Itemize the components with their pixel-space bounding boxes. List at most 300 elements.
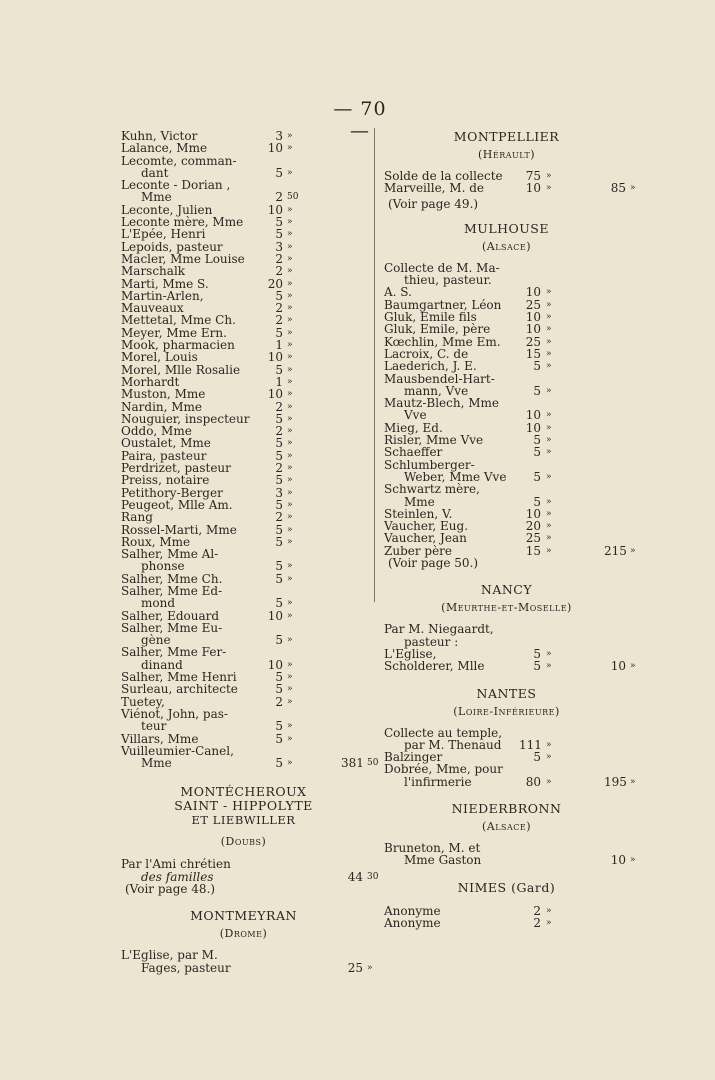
list-item: Par l'Ami chrétien (121, 857, 231, 872)
list-item (384, 917, 629, 929)
column-divider (374, 128, 375, 602)
amount: 2 (533, 915, 541, 930)
list-item (384, 373, 629, 385)
donor-name: pasteur : (404, 634, 459, 649)
list-item (121, 499, 366, 511)
donor-name: Kœchlin, Mme Em. (384, 334, 501, 349)
donor-name: L'Eglise, (384, 646, 437, 661)
amount-cents: » (546, 545, 552, 556)
amount-cents: » (546, 917, 552, 928)
list-item (384, 323, 629, 335)
amount-cents: » (287, 278, 293, 289)
list-item: des familles 44 30 (141, 869, 379, 884)
amount-cents: » (287, 426, 293, 437)
list-item (121, 142, 366, 154)
section-subtitle: (Hérault) (477, 148, 536, 161)
donor-list (121, 129, 379, 771)
donor-name: Paira, pasteur (121, 448, 207, 463)
amount-cents: » (546, 447, 552, 458)
list-item (121, 720, 366, 732)
donor-name: Martin-Arlen, (121, 288, 204, 303)
donor-name: Collecte au temple, (384, 725, 503, 740)
amount: 3 (275, 239, 283, 254)
donor-name: mond (141, 596, 176, 611)
amount-cents: » (287, 524, 293, 535)
amount: 5 (275, 534, 283, 549)
list-item (384, 727, 629, 739)
section-subtitle: (Loire-Inférieure) (453, 704, 560, 718)
amount: 20 (525, 519, 541, 534)
donor-name: Schwartz mère, (384, 482, 480, 497)
amount: 10 (525, 181, 541, 196)
donor-name: Baumgartner, Léon (384, 297, 502, 312)
donor-name: Morel, Mlle Rosalie (121, 362, 241, 377)
amount: 10 (525, 506, 541, 521)
amount-cents: » (287, 340, 293, 351)
donor-name: Preiss, notaire (121, 473, 210, 488)
amount: 3 (275, 485, 283, 500)
amount-cents: » (546, 336, 552, 347)
donor-name: Lalance, Mme (121, 141, 208, 156)
amount: 15 (525, 346, 541, 361)
donor-name: Salher, Mme Ch. (121, 571, 223, 586)
amount-cents: » (287, 733, 293, 744)
section-total: 381 (341, 756, 364, 771)
section-subtitle: (Doubs) (220, 835, 267, 849)
donor-name: Villars, Mme (121, 731, 199, 746)
list-item (384, 763, 629, 775)
list-item (121, 511, 366, 523)
amount: 10 (267, 657, 283, 672)
amount-cents: » (546, 287, 552, 298)
amount-cents: » (546, 312, 552, 323)
amount: 5 (275, 633, 283, 648)
donor-name: Steinlen, V. (384, 506, 453, 521)
donor-name: Marti, Mme S. (121, 276, 209, 291)
section-total-cents: » (630, 855, 636, 866)
amount: 5 (275, 731, 283, 746)
section-total-cents: » (630, 776, 636, 787)
amount: 5 (275, 559, 283, 574)
donor-name: dant (141, 165, 169, 180)
donor-name: Collecte de M. Ma- (384, 260, 500, 275)
amount: 5 (533, 750, 541, 765)
donor-name: L'Epée, Henri (121, 227, 206, 242)
list-item (384, 623, 629, 635)
amount: 2 (275, 251, 283, 266)
donor-name: Perdrizet, pasteur (121, 461, 231, 476)
amount: 5 (275, 227, 283, 242)
donor-name: Surleau, architecte (121, 682, 238, 697)
amount-cents: 50 (287, 192, 299, 203)
donor-name: Morhardt (121, 374, 180, 389)
section-total-cents: » (630, 661, 636, 672)
donor-name: Leconte, Julien (121, 202, 213, 217)
donor-name: mann, Vve (404, 383, 469, 398)
amount-cents: » (287, 315, 293, 326)
page-reference: (Voir page 49.) (388, 196, 479, 211)
amount-cents: » (546, 648, 552, 659)
donor-name: Nardin, Mme (121, 399, 203, 414)
section-title: ET LIEBWILLER (191, 813, 296, 828)
amount-cents: » (287, 401, 293, 412)
amount-cents: » (287, 352, 293, 363)
amount: 80 (525, 774, 541, 789)
donor-list (384, 840, 636, 868)
amount-cents: » (287, 253, 293, 264)
amount-cents: » (287, 204, 293, 215)
amount: 10 (267, 141, 283, 156)
donor-name: Laederich, J. E. (384, 359, 477, 374)
amount-cents: » (287, 684, 293, 695)
amount: 5 (275, 215, 283, 230)
amount: 3 (275, 129, 283, 143)
donor-name: Salher, Mme Ed- (121, 583, 223, 598)
list-item (384, 446, 629, 458)
list-item (384, 659, 636, 674)
donor-name: Meyer, Mme Ern. (121, 325, 227, 340)
amount: 5 (533, 433, 541, 448)
amount-cents: » (546, 348, 552, 359)
list-item (121, 683, 366, 695)
amount: 1 (275, 374, 283, 389)
amount-cents: » (287, 376, 293, 387)
amount: 5 (275, 670, 283, 685)
donor-name: Vaucher, Jean (384, 531, 467, 546)
amount-cents: » (287, 217, 293, 228)
amount: 5 (275, 362, 283, 377)
list-item (121, 524, 366, 536)
amount-cents: » (287, 561, 293, 572)
list-item (121, 228, 366, 240)
donor-name: Oustalet, Mme (121, 436, 211, 451)
amount-cents: » (287, 573, 293, 584)
amount: 5 (275, 473, 283, 488)
donor-name: thieu, pasteur. (404, 273, 492, 288)
section-subtitle: (Drome) (219, 927, 268, 941)
amount: 20 (267, 276, 283, 291)
donor-name: par M. Thenaud (404, 737, 502, 752)
list-item (384, 409, 629, 421)
list-item (384, 496, 629, 508)
amount-cents: » (287, 167, 293, 178)
list-item (384, 274, 629, 286)
donor-name: Gluk, Emile fils (384, 310, 477, 325)
amount-cents: » (287, 512, 293, 523)
donor-name: Mettetal, Mme Ch. (121, 313, 236, 328)
section-total-cents: » (630, 183, 636, 194)
list-item (384, 286, 629, 298)
amount: 10 (525, 408, 541, 423)
donor-name: Leconte mère, Mme (121, 215, 244, 230)
donor-name: Salher, Mme Henri (121, 670, 237, 685)
amount: 10 (267, 350, 283, 365)
donor-name: Vve (404, 408, 427, 423)
donor-name: Nouguier, inspecteur (121, 411, 250, 426)
donor-name: Dobrée, Mme, pour (384, 762, 503, 777)
donor-name: Peugeot, Mlle Am. (121, 497, 233, 512)
amount-cents: » (546, 533, 552, 544)
amount-cents: » (546, 905, 552, 916)
donor-name: gène (141, 633, 171, 648)
amount: 5 (533, 646, 541, 661)
amount-cents: » (287, 758, 293, 769)
donor-name: Schaeffer (384, 445, 443, 460)
left-column (121, 129, 379, 975)
amount-cents: » (546, 739, 552, 750)
amount: 5 (533, 383, 541, 398)
amount: 5 (275, 436, 283, 451)
amount-cents: » (287, 475, 293, 486)
donor-list (384, 169, 636, 196)
donor-name: Zuber père (384, 543, 453, 558)
list-item (384, 853, 636, 868)
donor-name: Kuhn, Victor (121, 129, 198, 143)
amount-cents: » (546, 508, 552, 519)
donor-name: teur (141, 719, 167, 734)
donor-name: Vaucher, Eug. (384, 519, 469, 534)
donor-name: Viénot, John, pas- (121, 706, 228, 721)
section-total: 215 (604, 543, 627, 558)
list-item (384, 360, 629, 372)
donor-name: Mme (141, 756, 172, 771)
amount: 2 (275, 301, 283, 316)
amount-cents: » (287, 672, 293, 683)
donor-name: Mook, pharmacien (121, 338, 235, 353)
donor-name: Roux, Mme (121, 534, 191, 549)
amount: 2 (275, 461, 283, 476)
amount: 5 (275, 756, 283, 771)
amount-cents: » (287, 303, 293, 314)
donor-name: Mieg, Ed. (384, 420, 443, 435)
section-title: NANCY (480, 582, 533, 598)
amount-cents: » (287, 499, 293, 510)
right-column (384, 129, 636, 930)
amount: 2 (275, 313, 283, 328)
amount-cents: » (287, 721, 293, 732)
donor-name: Balzinger (384, 750, 443, 765)
amount: 2 (275, 190, 283, 205)
donor-name: Mauveaux (121, 301, 184, 316)
section-total: 195 (604, 774, 627, 789)
section-subtitle: (Alsace) (481, 819, 532, 833)
amount: 5 (275, 288, 283, 303)
amount-cents: » (546, 410, 552, 421)
donor-name: Weber, Mme Vve (404, 469, 507, 484)
section-title: MONTMEYRAN (190, 908, 297, 924)
amount: 5 (275, 165, 283, 180)
list-item (121, 351, 366, 363)
amount: 5 (275, 596, 283, 611)
donor-name: Mautz-Blech, Mme (384, 396, 499, 411)
amount: 5 (533, 494, 541, 509)
amount: 25 (525, 297, 541, 312)
section-title: NANTES (476, 685, 537, 701)
list-item (121, 314, 366, 326)
section-title: NIMES (Gard) (457, 879, 556, 895)
donor-name: Lepoids, pasteur (121, 239, 223, 254)
donor-name: l'infirmerie (404, 774, 472, 789)
amount-cents: » (546, 471, 552, 482)
amount-cents: » (546, 299, 552, 310)
donor-name: Lacroix, C. de (384, 346, 469, 361)
amount-cents: » (287, 229, 293, 240)
amount-cents: » (546, 752, 552, 763)
list-item: L'Eglise, par M. (121, 948, 218, 963)
amount-cents: » (546, 661, 552, 672)
section-total: 10 (610, 659, 626, 674)
amount-cents: » (287, 463, 293, 474)
list-item (121, 733, 366, 745)
donor-name: Petithory-Berger (121, 485, 223, 500)
amount: 5 (275, 571, 283, 586)
amount-cents: » (287, 413, 293, 424)
page-number: — 70 — (333, 98, 387, 142)
amount: 5 (275, 325, 283, 340)
amount: 10 (267, 608, 283, 623)
amount: 5 (275, 682, 283, 697)
amount-cents: » (546, 183, 552, 194)
list-item (121, 597, 366, 609)
donor-name: Salher, Mme Fer- (121, 645, 227, 660)
amount-cents: » (287, 487, 293, 498)
list-item (384, 181, 636, 196)
section-title: MONTÉCHEROUX (180, 784, 307, 800)
donor-name: Marschalk (121, 264, 186, 279)
section-total: 85 (610, 181, 626, 196)
page-reference: (Voir page 50.) (388, 556, 479, 571)
section-subtitle: (Alsace) (481, 239, 532, 253)
amount: 15 (525, 543, 541, 558)
amount-cents: » (287, 610, 293, 621)
amount: 10 (525, 310, 541, 325)
amount-cents: » (287, 635, 293, 646)
donor-name: Leconte - Dorian , (121, 178, 231, 193)
donor-name: Vuilleumier-Canel, (121, 743, 234, 758)
amount-cents: » (546, 521, 552, 532)
amount-cents: » (287, 536, 293, 547)
amount: 10 (525, 420, 541, 435)
amount-cents: » (287, 696, 293, 707)
list-item (121, 756, 379, 771)
donor-name: Macler, Mme Louise (121, 251, 245, 266)
amount: 5 (275, 411, 283, 426)
amount-cents: » (287, 438, 293, 449)
amount: 5 (275, 522, 283, 537)
amount: 75 (525, 169, 541, 183)
list-item (384, 532, 629, 544)
amount-cents: » (287, 143, 293, 154)
section-total-cents: » (630, 545, 636, 556)
section-title: SAINT - HIPPOLYTE (174, 798, 313, 814)
section-total: 10 (610, 853, 626, 868)
amount-cents: » (546, 422, 552, 433)
amount-cents: » (546, 435, 552, 446)
amount-cents: » (546, 385, 552, 396)
amount: 10 (525, 285, 541, 300)
amount: 1 (275, 338, 283, 353)
list-item (384, 543, 636, 558)
amount: 2 (275, 510, 283, 525)
amount: 111 (519, 737, 542, 752)
donor-list (384, 622, 636, 674)
donor-name: Par M. Niegaardt, (384, 622, 494, 637)
amount: 10 (525, 322, 541, 337)
donor-name: Bruneton, M. et (384, 840, 481, 855)
amount: 2 (275, 399, 283, 414)
amount: 2 (275, 424, 283, 439)
list-item (121, 437, 366, 449)
amount: 5 (533, 445, 541, 460)
donor-name: Rang (121, 510, 153, 525)
amount-cents: » (287, 659, 293, 670)
donor-name: Muston, Mme (121, 387, 206, 402)
page-reference: (Voir page 48.) (125, 882, 216, 897)
donor-list (384, 260, 636, 558)
section-total-cents: 50 (367, 758, 379, 769)
list-item (384, 774, 636, 789)
amount: 10 (267, 202, 283, 217)
donor-name: Mme Gaston (404, 853, 482, 868)
list-item (121, 191, 366, 203)
list-item (121, 401, 366, 413)
section-title: NIEDERBRONN (451, 800, 562, 816)
amount: 5 (275, 719, 283, 734)
amount-cents: » (287, 290, 293, 301)
amount: 5 (533, 469, 541, 484)
donor-name: Marveille, M. de (384, 181, 485, 196)
amount-cents: » (287, 241, 293, 252)
donor-name: Tuetey, (121, 694, 165, 709)
donor-name: Anonyme (384, 903, 441, 918)
donor-name: Oddo, Mme (121, 424, 192, 439)
amount-cents: » (546, 171, 552, 181)
donor-name: Salher, Mme Eu- (121, 620, 223, 635)
donor-name: Rossel-Marti, Mme (121, 522, 237, 537)
donor-list (384, 725, 636, 789)
donor-list (384, 905, 629, 930)
list-item (121, 388, 366, 400)
amount-cents: » (287, 598, 293, 609)
list-item (121, 474, 366, 486)
amount-cents: » (287, 327, 293, 338)
amount: 5 (275, 497, 283, 512)
amount: 5 (275, 448, 283, 463)
amount: 25 (525, 334, 541, 349)
donor-name: Morel, Louis (121, 350, 198, 365)
donor-name: phonse (141, 559, 185, 574)
amount-cents: » (546, 496, 552, 507)
list-item (121, 278, 366, 290)
amount-cents: » (287, 389, 293, 400)
donor-name: dinand (141, 657, 183, 672)
section-title: MONTPELLIER (453, 129, 560, 144)
amount-cents: » (546, 776, 552, 787)
donor-name: A. S. (384, 285, 412, 300)
amount-cents: » (287, 131, 293, 141)
list-item (121, 646, 366, 658)
donor-name: Mausbendel-Hart- (384, 371, 495, 386)
list-item (121, 560, 366, 572)
amount: 25 (525, 531, 541, 546)
amount: 2 (275, 694, 283, 709)
amount-cents: » (546, 361, 552, 372)
donor-name: Mme (141, 190, 172, 205)
amount-cents: » (287, 364, 293, 375)
amount: 2 (275, 264, 283, 279)
amount-cents: » (546, 324, 552, 335)
donor-name: Scholderer, Mlle (384, 659, 485, 674)
